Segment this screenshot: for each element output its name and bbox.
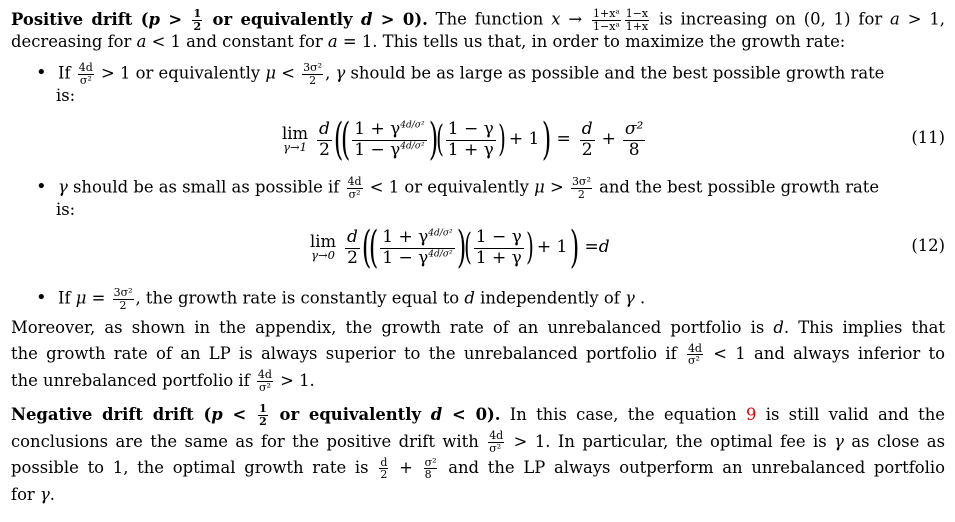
- bullet-2-line-2: is:: [56, 200, 76, 220]
- equation-12: lim γ→0 d 2 ( ( $1 + \gamma^{4d/\sigma^2}$ $1 - \gamma^{4d/\sigma^2}$ ) ( 1 − γ 1 + γ ) + 1 ) = d (12): [310, 222, 945, 273]
- bullet-3-line-1: • If μ = $\frac{\text{3σ²}}{2}$ , the growth rate is constantly equal to d independently of γ .: [58, 286, 646, 312]
- bullet-1-line-1: • If $\frac{4d}{\text{σ²}}$ > 1 or equivalently μ < $\frac{\text{3σ²}}{2}$ , γ should be as large as possible and the best possible growth rate: [58, 61, 885, 87]
- negative-drift-paragraph: [11, 402, 945, 509]
- bullet-constant-gamma: [58, 287, 945, 311]
- negative-drift-line-2: conclusions are the same as for the positive drift with $\frac{4d}{\text{σ²}}$ > 1. In particular, the optimal fee is γ as close as: [11, 429, 945, 455]
- equation-reference-link[interactable]: 9: [745, 405, 757, 424]
- function-fraction-2: $\frac{1-x}{1+x}$: [625, 7, 649, 33]
- positive-drift-paragraph: [11, 8, 945, 53]
- equation-number-12: (12): [911, 236, 945, 255]
- moreover-line-1: Moreover, as shown in the appendix, the growth rate of an unrebalanced portfolio is d. This implies that: [11, 318, 946, 337]
- bullet-1-line-2: is:: [56, 86, 76, 106]
- moreover-paragraph: [11, 315, 945, 394]
- positive-drift-line-2: decreasing for a < 1 and constant for a = 1. This tells us that, in order to maximize the growth rate:: [11, 32, 846, 52]
- function-fraction-1: $\frac{\text{1+xᵃ}}{\text{1−xᵃ}}$: [593, 7, 620, 33]
- negative-drift-line-4: for γ.: [11, 485, 55, 505]
- positive-drift-line-1: Positive drift (p > $\frac{1}{2}$ or equivalently d > 0). The function x → $\frac{\text{1+xᵃ}}{\text{1−xᵃ}}$ $\frac{1-x}{1+x}$ is increasing on (0, 1) for a > 1,: [11, 7, 945, 33]
- ratio-gamma-power: $1 + \gamma^{4d/\sigma^2}$ $1 - \gamma^{4d/\sigma^2}$: [382, 226, 453, 268]
- negative-drift-line-1: Negative drift drift (p < $\frac{1}{2}$ or equivalently d < 0). In this case, the equation 9 is still valid and the: [11, 402, 945, 428]
- equation-number-11: (11): [911, 128, 945, 147]
- moreover-line-2: the growth rate of an LP is always superior to the unrebalanced portfolio if $\frac{4d}{\text{σ²}}$ < 1 and always inferior to: [11, 341, 945, 368]
- positive-drift-heading: Positive drift (p > $\frac{1}{2}$ or equivalently d > 0).: [11, 7, 428, 33]
- bullet-2-line-1: • γ should be as small as possible if $\frac{4d}{\text{σ²}}$ < 1 or equivalently μ > $\frac{\text{3σ²}}{2}$ and the best possible growth rate: [58, 175, 880, 201]
- negative-drift-heading: Negative drift drift (p < $\frac{1}{2}$ or equivalently d < 0).: [11, 402, 501, 428]
- equation-11: lim γ→1 d 2 ( ( $1 + \gamma^{4d/\sigma^2}$ $1 - \gamma^{4d/\sigma^2}$ ) ( 1 − γ 1 + γ ) + 1 ) = $\frac{d}{2}$ + $\frac{\text{σ²}}{8}$ (11): [282, 114, 945, 165]
- ratio-gamma-power: $1 + \gamma^{4d/\sigma^2}$ $1 - \gamma^{4d/\sigma^2}$: [354, 118, 425, 160]
- limit-operator: lim γ→0: [310, 232, 337, 263]
- bullet-large-gamma: [58, 62, 945, 107]
- moreover-line-3: the unrebalanced portfolio if $\frac{4d}{\text{σ²}}$ > 1.: [11, 367, 315, 394]
- negative-drift-line-3: possible to 1, the optimal growth rate is $\frac{d}{2}$ + $\frac{\text{σ²}}{8}$ and the LP always outperform an unrebalanced portfolio: [11, 455, 945, 482]
- ratio-gamma: 1 − γ 1 + γ: [447, 118, 494, 160]
- ratio-gamma: 1 − γ 1 + γ: [475, 226, 522, 268]
- limit-operator: lim γ→1: [282, 124, 309, 155]
